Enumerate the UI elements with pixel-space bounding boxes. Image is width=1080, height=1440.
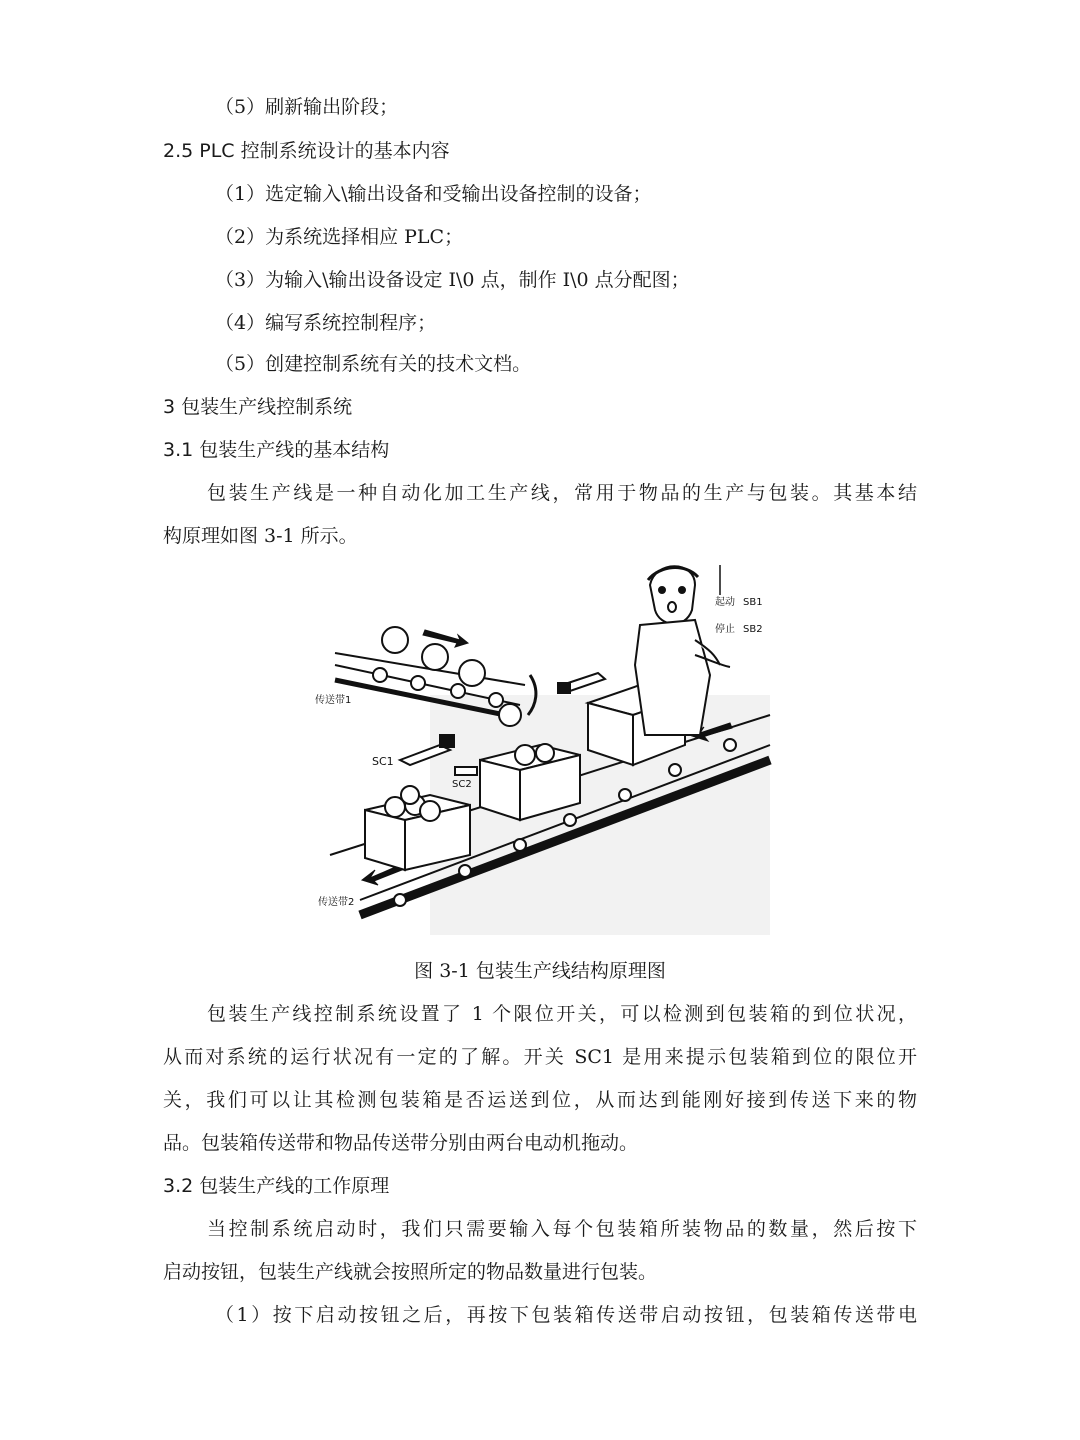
list-item: （2）为系统选择相应 PLC； (215, 226, 464, 248)
list-item: （1）按下启动按钮之后，再按下包装箱传送带启动按钮，包装箱传送带电 (215, 1304, 917, 1326)
sc2-label: SC2 (452, 779, 472, 790)
sc1-label: SC1 (372, 755, 394, 768)
section-heading: 3 包装生产线控制系统 (163, 396, 353, 418)
belt-2-label: 传送带2 (318, 897, 355, 908)
paragraph-line: 包装生产线是一种自动化加工生产线，常用于物品的生产与包装。其基本结 (207, 482, 917, 504)
figure-caption: 图 3-1 包装生产线结构原理图 (414, 960, 666, 982)
paragraph-line: 当控制系统启动时，我们只需要输入每个包装箱所装物品的数量，然后按下 (207, 1218, 917, 1240)
section-heading: 3.1 包装生产线的基本结构 (163, 439, 390, 461)
list-item: （3）为输入\输出设备设定 I\0 点，制作 I\0 点分配图； (215, 269, 690, 291)
paragraph-line: 启动按钮，包装生产线就会按照所定的物品数量进行包装。 (163, 1261, 658, 1283)
stop-code-label: SB2 (743, 624, 763, 635)
start-label: 起动 (715, 597, 735, 608)
photo-sensor (558, 673, 605, 693)
list-item: （5）刷新输出阶段； (215, 96, 399, 118)
list-item: （1）选定输入\输出设备和受输出设备控制的设备； (215, 183, 652, 205)
belt-1-label: 传送带1 (315, 695, 352, 706)
paragraph-line: 包装生产线控制系统设置了 1 个限位开关，可以检测到包装箱的到位状况， (207, 1003, 917, 1025)
paragraph-line: 从而对系统的运行状况有一定的了解。开关 SC1 是用来提示包装箱到位的限位开 (163, 1046, 917, 1068)
paragraph-line: 关，我们可以让其检测包装箱是否运送到位，从而达到能刚好接到传送下来的物 (163, 1089, 917, 1111)
stop-label: 停止 (715, 624, 735, 635)
section-heading: 3.2 包装生产线的工作原理 (163, 1175, 390, 1197)
list-item: （4）编写系统控制程序； (215, 312, 437, 334)
start-code-label: SB1 (743, 597, 763, 608)
list-item: （5）创建控制系统有关的技术文档。 (215, 353, 532, 375)
paragraph-line: 品。包装箱传送带和物品传送带分别由两台电动机拖动。 (163, 1132, 639, 1154)
section-heading: 2.5 PLC 控制系统设计的基本内容 (163, 140, 450, 162)
sensor-sc2 (455, 767, 477, 775)
packaging-line-figure (300, 555, 790, 935)
paragraph-line: 构原理如图 3-1 所示。 (163, 525, 358, 547)
